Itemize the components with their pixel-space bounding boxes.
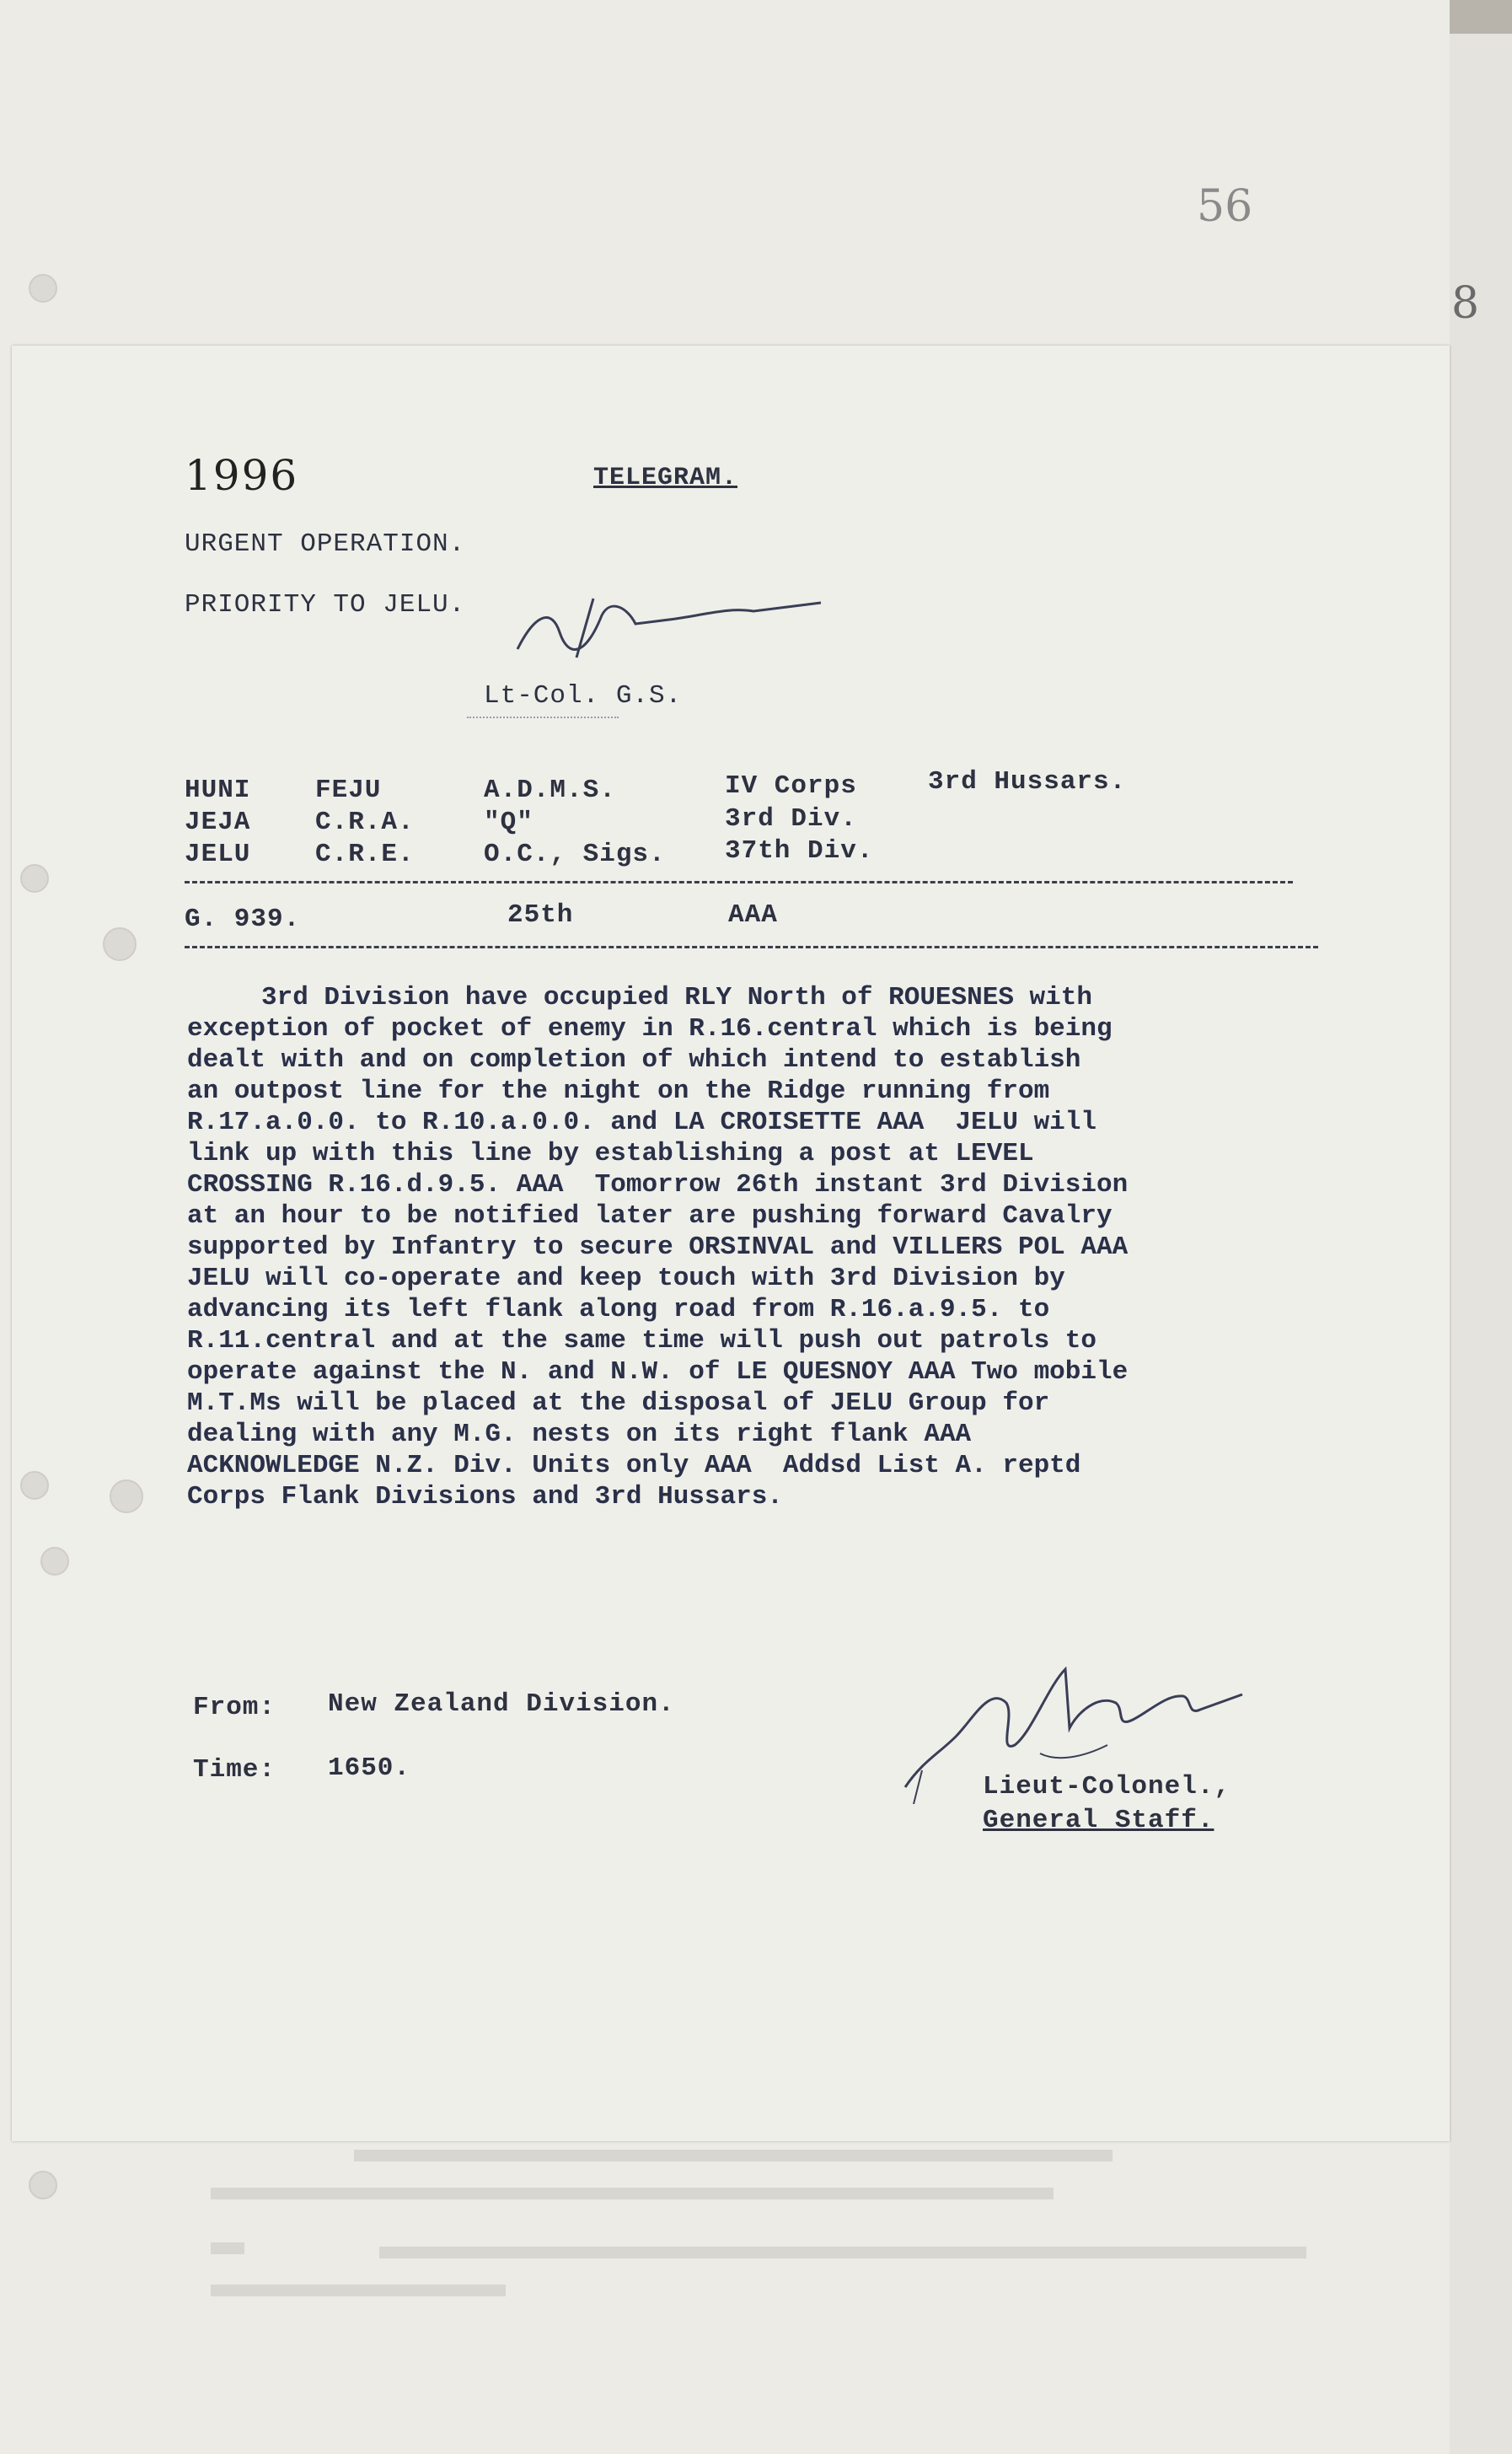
addressee-3-1: JELU — [185, 840, 251, 869]
body-line: 3rd Division have occupied RLY North of ROUESNES with — [261, 983, 1092, 1012]
punch-hole — [40, 1547, 69, 1576]
body-line: dealing with any M.G. nests on its right flank AAA — [187, 1420, 972, 1449]
telegram-number: 1996 — [185, 451, 299, 500]
message-number: G. 939. — [185, 905, 301, 934]
addressee-2-2: C.R.A. — [315, 808, 415, 837]
body-line: link up with this line by establishing a post at LEVEL — [187, 1139, 1034, 1168]
message-marker: AAA — [728, 900, 778, 930]
body-line: exception of pocket of enemy in R.16.central which is being — [187, 1014, 1113, 1044]
addressee-2-1: JEJA — [185, 808, 251, 837]
addressee-1-1: HUNI — [185, 776, 251, 805]
message-date: 25th — [507, 900, 574, 930]
document-title: TELEGRAM. — [593, 464, 738, 492]
punch-hole — [29, 2171, 57, 2199]
body-line: an outpost line for the night on the Ridge running from — [187, 1077, 1050, 1106]
body-line: ACKNOWLEDGE N.Z. Div. Units only AAA Addsd List A. reptd — [187, 1451, 1081, 1480]
edge-page-number: 8 — [1451, 278, 1480, 329]
time-value: 1650. — [328, 1753, 411, 1783]
signatory-rank: Lieut-Colonel., — [983, 1772, 1231, 1802]
priority-line: PRIORITY TO JELU. — [185, 590, 466, 620]
urgency-line: URGENT OPERATION. — [185, 529, 466, 559]
punch-hole — [110, 1479, 143, 1513]
divider-line — [185, 881, 1293, 883]
body-line: dealt with and on completion of which intend to establish — [187, 1045, 1081, 1075]
punch-hole — [103, 927, 137, 961]
addressee-2-3: "Q" — [484, 808, 533, 837]
signatory-unit: General Staff. — [983, 1806, 1214, 1835]
from-label: From: — [193, 1693, 276, 1722]
telegram-sheet — [12, 346, 1450, 2141]
show-through-text — [211, 2141, 1391, 2322]
scribble-underline — [467, 717, 619, 718]
body-line: advancing its left flank along road from R.16.a.9.5. to — [187, 1295, 1050, 1324]
addressee-1-5: 3rd Hussars. — [928, 767, 1127, 797]
back-page-number: 56 — [1197, 181, 1253, 232]
body-line: CROSSING R.16.d.9.5. AAA Tomorrow 26th instant 3rd Division — [187, 1170, 1129, 1200]
body-line: at an hour to be notified later are pushing forward Cavalry — [187, 1201, 1113, 1231]
authorising-officer: Lt-Col. G.S. — [484, 681, 683, 711]
punch-hole — [20, 1471, 49, 1500]
addressee-1-3: A.D.M.S. — [484, 776, 616, 805]
message-body — [187, 982, 1367, 1512]
body-line: R.17.a.0.0. to R.10.a.0.0. and LA CROISETTE AAA JELU will — [187, 1108, 1096, 1137]
addressee-3-4: 37th Div. — [725, 836, 874, 866]
addressee-3-2: C.R.E. — [315, 840, 415, 869]
body-line: M.T.Ms will be placed at the disposal of JELU Group for — [187, 1388, 1050, 1418]
addressee-1-2: FEJU — [315, 776, 382, 805]
addressee-1-4: IV Corps — [725, 771, 857, 801]
initials-scribble — [501, 582, 838, 674]
punch-hole — [29, 274, 57, 303]
body-line: R.11.central and at the same time will push out patrols to — [187, 1326, 1096, 1356]
faint-underlying-lines — [211, 2141, 1391, 2310]
body-line: operate against the N. and N.W. of LE QUESNOY AAA Two mobile — [187, 1357, 1129, 1387]
divider-line — [185, 946, 1318, 948]
addressee-3-3: O.C., Sigs. — [484, 840, 666, 869]
body-line: Corps Flank Divisions and 3rd Hussars. — [187, 1482, 783, 1512]
addressee-2-4: 3rd Div. — [725, 804, 857, 834]
second-back-sheet — [1450, 34, 1512, 2454]
body-line: supported by Infantry to secure ORSINVAL and VILLERS POL AAA — [187, 1232, 1129, 1262]
time-label: Time: — [193, 1755, 276, 1785]
body-line: JELU will co-operate and keep touch with 3rd Division by — [187, 1264, 1065, 1293]
punch-hole — [20, 864, 49, 893]
from-value: New Zealand Division. — [328, 1689, 675, 1719]
